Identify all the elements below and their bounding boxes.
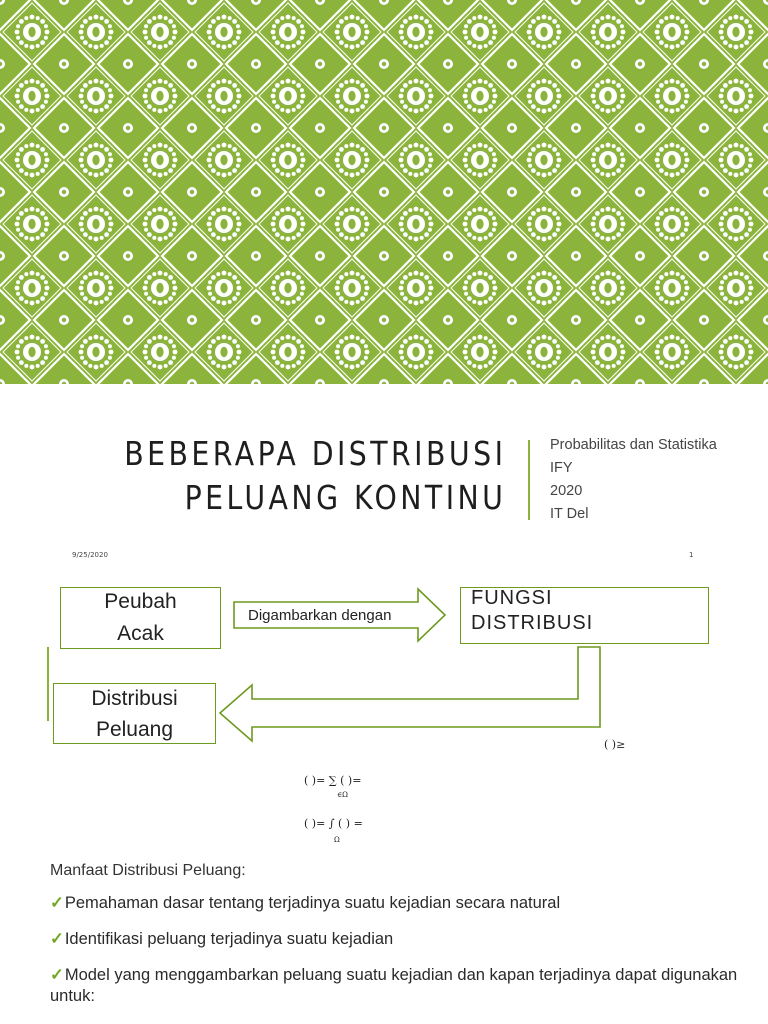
subtitle-class: IFY	[550, 460, 573, 476]
title-line-1: BEBERAPA DISTRIBUSI	[123, 434, 506, 473]
formula-fragment-1: ( )≥	[604, 738, 626, 751]
subtitle-year: 2020	[550, 483, 583, 499]
benefit-item	[50, 893, 750, 914]
subtitle-institution: IT Del	[550, 506, 589, 522]
check-icon: ✓	[50, 930, 64, 948]
check-icon: ✓	[50, 894, 64, 912]
formula-fragment-2: ( )= ∑ ( )=	[304, 774, 362, 787]
slide-date: 9/25/2020	[72, 551, 108, 559]
distribusi-line-1: Distribusi	[91, 687, 178, 710]
benefit-item	[50, 929, 750, 950]
formula-fragment-3-sub: Ω	[334, 836, 340, 844]
benefit-item-text: Model yang menggambarkan peluang suatu kejadian dan kapan terjadinya dapat digunakan untuk:	[50, 966, 738, 1005]
slide-page-number: 1	[689, 551, 694, 559]
distribusi-peluang-box	[53, 683, 216, 744]
formula-fragment-3: ( )= ∫ ( ) =	[304, 817, 363, 830]
left-accent-line	[47, 647, 49, 721]
fungsi-distribusi-box	[460, 587, 709, 644]
peubah-acak-box	[60, 587, 221, 649]
title-line-2: PELUANG KONTINU	[184, 478, 507, 517]
fungsi-line-2: DISTRIBUSI	[471, 612, 594, 634]
fungsi-line-1: FUNGSI	[471, 587, 553, 609]
distribusi-line-2: Peluang	[95, 718, 174, 741]
return-arrow	[216, 645, 606, 745]
formula-fragment-2-sub: ∈Ω	[337, 791, 348, 799]
slide-subtitle	[550, 434, 717, 526]
benefits-heading: Manfaat Distribusi Peluang:	[50, 862, 246, 879]
peubah-acak-line-2: Acak	[117, 622, 164, 645]
benefit-item	[50, 965, 750, 1007]
peubah-acak-line-1: Peubah	[104, 590, 177, 613]
batik-pattern-header	[0, 0, 768, 384]
slide-title	[124, 432, 506, 520]
subtitle-course: Probabilitas dan Statistika	[550, 437, 717, 453]
title-separator	[528, 440, 530, 520]
arrow-label: Digambarkan dengan	[248, 607, 392, 624]
benefit-item-text: Identifikasi peluang terjadinya suatu kejadian	[64, 930, 394, 948]
benefit-item-text: Pemahaman dasar tentang terjadinya suatu kejadian secara natural	[64, 894, 561, 912]
check-icon: ✓	[50, 966, 64, 984]
benefits-section	[50, 862, 750, 1022]
